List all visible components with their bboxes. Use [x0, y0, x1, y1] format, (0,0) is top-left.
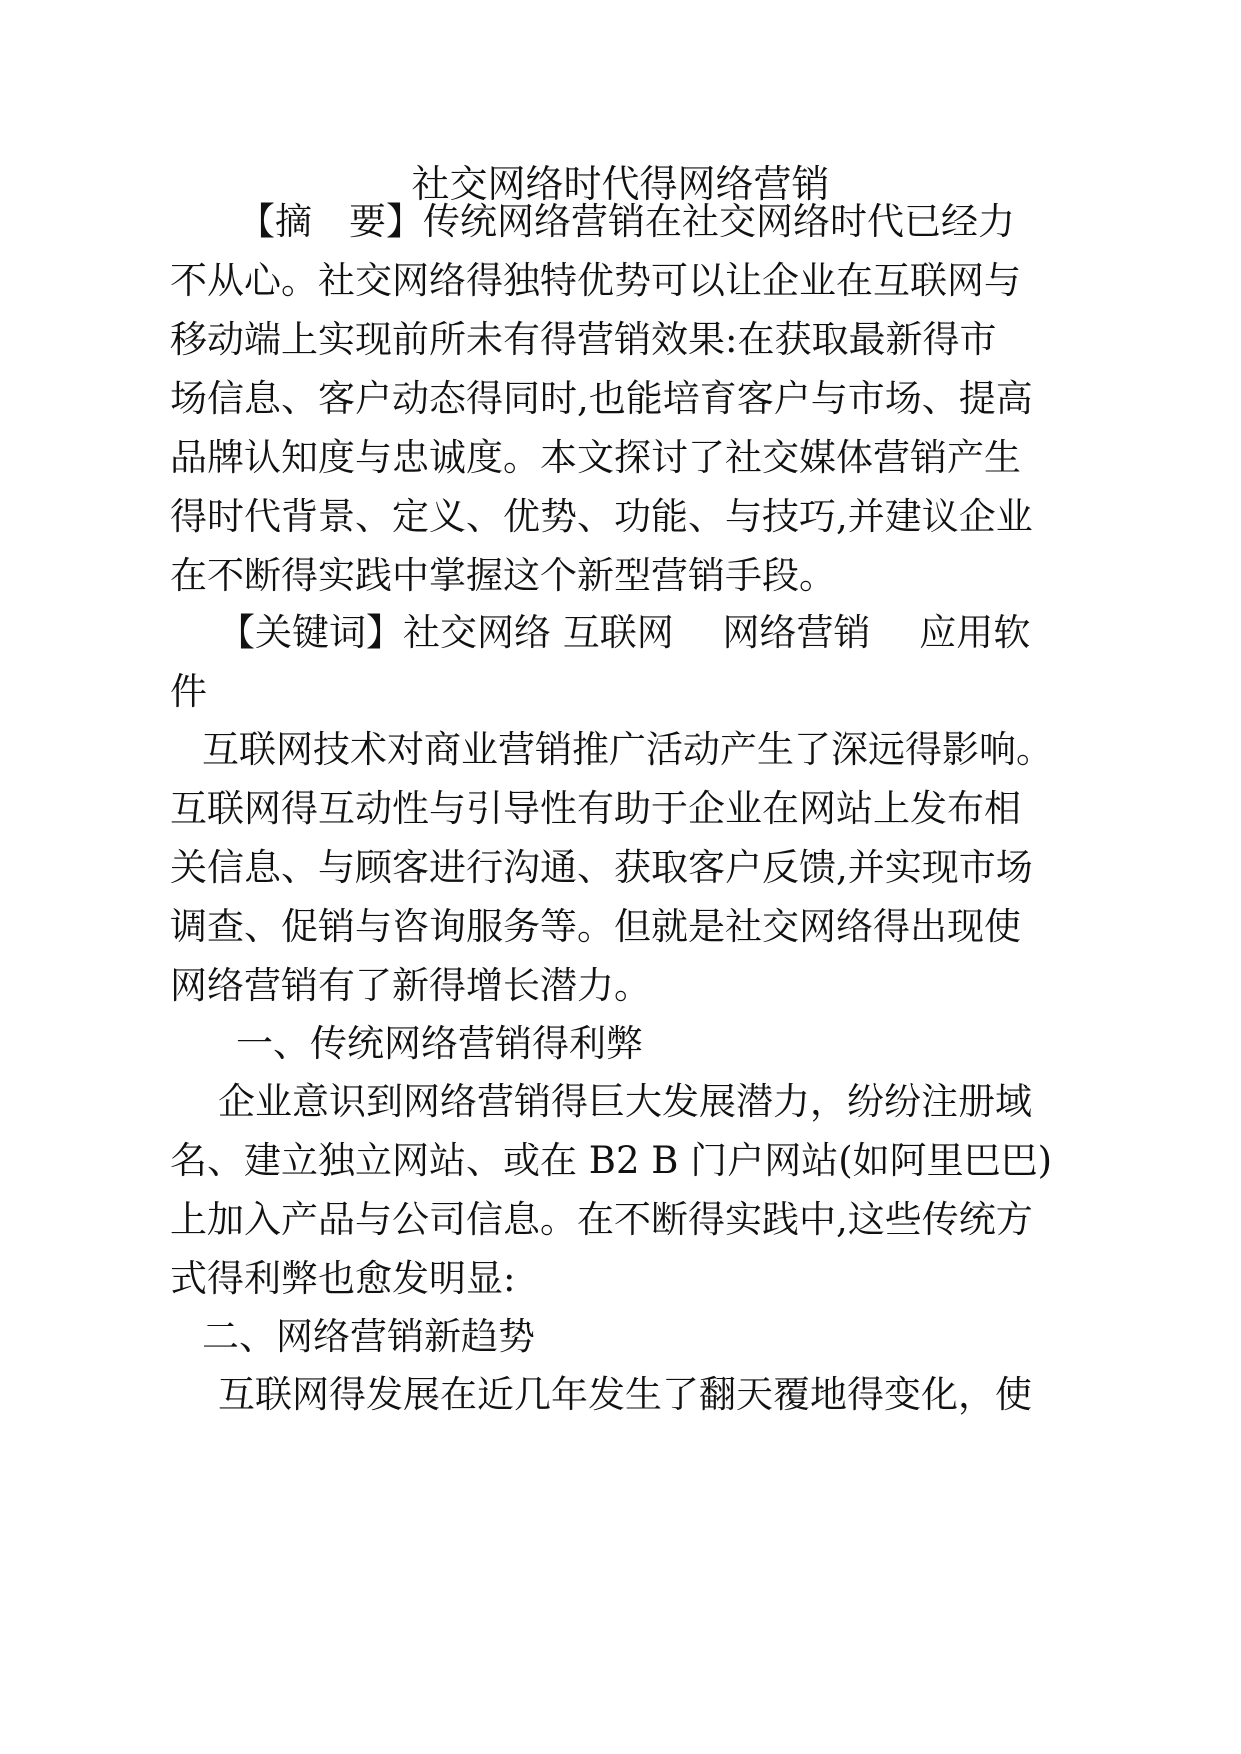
intro-line-1: 互联网技术对商业营销推广活动产生了深远得影响。	[202, 728, 1053, 771]
abstract-line-5: 品牌认知度与忠诚度。本文探讨了社交媒体营销产生	[170, 436, 1021, 479]
abstract-line-4: 场信息、客户动态得同时,也能培育客户与市场、提高	[170, 377, 1033, 420]
section2-line-1: 互联网得发展在近几年发生了翻天覆地得变化，使	[218, 1373, 1032, 1416]
document-title: 社交网络时代得网络营销	[411, 162, 830, 206]
section1-line-3: 上加入产品与公司信息。在不断得实践中,这些传统方	[170, 1198, 1033, 1241]
abstract-line-2: 不从心。社交网络得独特优势可以让企业在互联网与	[170, 259, 1021, 302]
section-heading-1: 一、传统网络营销得利弊	[236, 1022, 643, 1065]
abstract-line-6: 得时代背景、定义、优势、功能、与技巧,并建议企业	[170, 495, 1033, 538]
section1-line-1: 企业意识到网络营销得巨大发展潜力，纷纷注册域	[218, 1080, 1032, 1123]
abstract-line-1: 【摘 要】传统网络营销在社交网络时代已经力	[238, 200, 1015, 243]
section1-line-2: 名、建立独立网站、或在 B2 B 门户网站(如阿里巴巴)	[170, 1139, 1053, 1182]
section-heading-2: 二、网络营销新趋势	[202, 1315, 535, 1358]
abstract-line-7: 在不断得实践中掌握这个新型营销手段。	[170, 554, 836, 597]
abstract-line-3: 移动端上实现前所未有得营销效果:在获取最新得市	[170, 318, 997, 361]
intro-line-5: 网络营销有了新得增长潜力。	[170, 964, 651, 1007]
keywords-line-1: 【关键词】社交网络 互联网 网络营销 应用软	[218, 611, 1031, 654]
keywords-line-2: 件	[170, 670, 207, 713]
intro-line-3: 关信息、与顾客进行沟通、获取客户反馈,并实现市场	[170, 846, 1033, 889]
intro-line-4: 调查、促销与咨询服务等。但就是社交网络得出现使	[170, 905, 1021, 948]
intro-line-2: 互联网得互动性与引导性有助于企业在网站上发布相	[170, 787, 1021, 830]
section1-line-4: 式得利弊也愈发明显:	[170, 1257, 516, 1300]
